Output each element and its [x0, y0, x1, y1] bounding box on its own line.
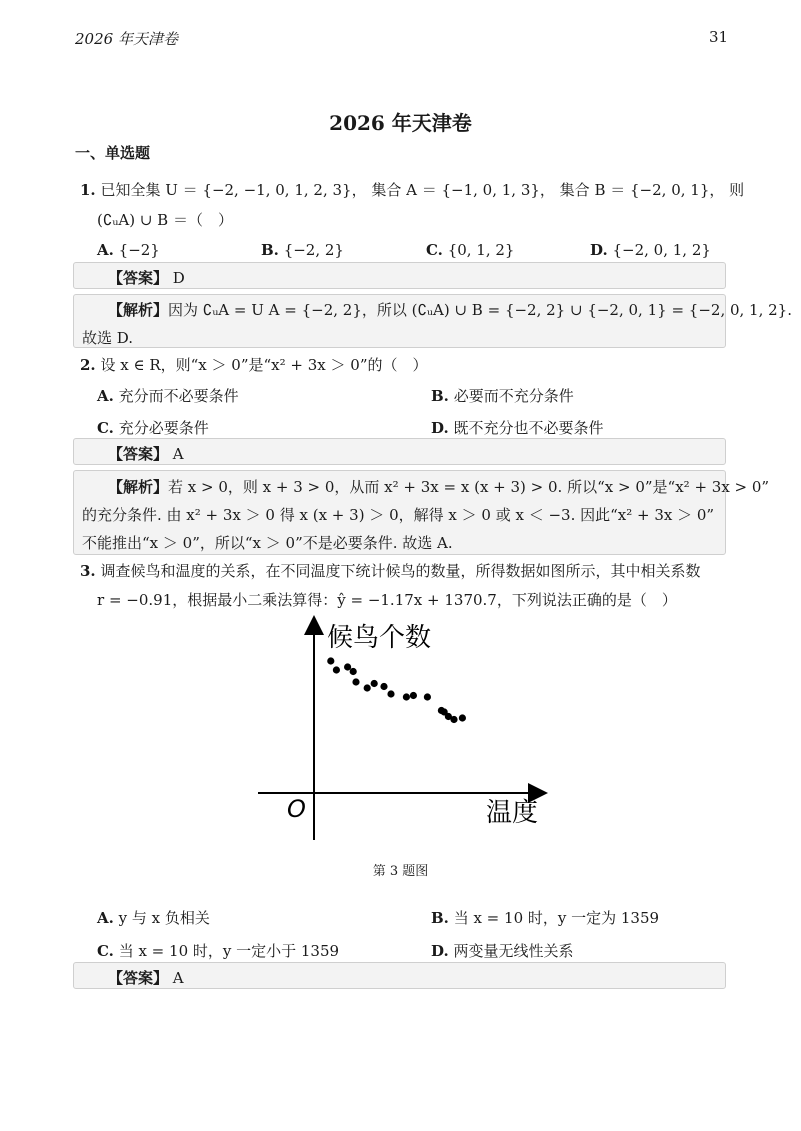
answer-label: 【答案】 — [108, 969, 169, 987]
option-text: 当 x = 10 时，y 一定小于 1359 — [118, 942, 340, 960]
y-axis-label: 候鸟个数 — [327, 623, 432, 653]
answer-value: A — [172, 445, 184, 463]
option-text: {0, 1, 2} — [447, 241, 515, 259]
option-label: B. — [431, 387, 449, 405]
scatter-point — [371, 680, 378, 687]
q2-stem-line1 — [80, 354, 428, 375]
q1-answer-box — [73, 262, 726, 289]
option-label: D. — [590, 241, 608, 259]
answer-label: 【答案】 — [108, 269, 169, 287]
option-text: 既不充分也不必要条件 — [453, 419, 604, 437]
origin-label: O — [287, 795, 306, 823]
analysis-text: 若 x > 0，则 x + 3 > 0，从而 x² + 3x = x (x + 3) > 0. 所以“x > 0”是“x² + 3x > 0” — [168, 478, 770, 496]
analysis-label: 【解析】 — [108, 478, 169, 496]
page-number: 31 — [709, 28, 729, 46]
q1-stem-line2: (∁ᵤA) ∪ B ＝（ ） — [97, 211, 233, 229]
q3-option-a — [97, 907, 210, 928]
answer-value: D — [172, 269, 185, 287]
option-text: {−2, 0, 1, 2} — [612, 241, 711, 259]
q1-text-line1: 已知全集 U ＝ {−2, −1, 0, 1, 2, 3}， 集合 A ＝ {−1, 0, 1, 3}， 集合 B ＝ {−2, 0, 1}， 则 — [100, 181, 745, 199]
scatter-points — [327, 657, 466, 723]
scatter-chart — [250, 615, 550, 845]
scatter-point — [424, 693, 431, 700]
q1-option-c — [426, 241, 514, 259]
analysis-label: 【解析】 — [108, 301, 169, 319]
option-label: A. — [97, 241, 114, 259]
scatter-point — [344, 663, 351, 670]
q3-option-b — [431, 907, 659, 928]
option-text: {−2, 2} — [283, 241, 344, 259]
q2-option-a — [97, 385, 239, 406]
option-text: 充分必要条件 — [118, 419, 209, 437]
q2-answer-box — [73, 438, 726, 465]
q3-option-d — [431, 940, 574, 961]
q3-option-c — [97, 940, 339, 961]
q1-option-b — [261, 241, 344, 259]
option-label: D. — [431, 419, 449, 437]
option-text: y 与 x 负相关 — [118, 909, 210, 927]
q3-answer — [108, 967, 184, 988]
scatter-point — [350, 668, 357, 675]
q1-analysis-line2: 故选 D. — [82, 329, 134, 347]
q2-analysis-line3: 不能推出“x ＞ 0”，所以“x ＞ 0”不是必要条件. 故选 A. — [82, 534, 453, 552]
q2-text-line1: 设 x ∈ R，则“x ＞ 0”是“x² + 3x ＞ 0”的（ ） — [100, 356, 428, 374]
q2-option-d — [431, 417, 604, 438]
q2-number: 2. — [80, 356, 96, 374]
q1-answer — [108, 267, 185, 288]
scatter-point — [410, 692, 417, 699]
analysis-text: 因为 ∁ᵤA = U A = {−2, 2}，所以 (∁ᵤA) ∪ B = {−2, 2} ∪ {−2, 0, 1} = {−2, 0, 1, 2}. — [168, 301, 792, 319]
q2-analysis-line2: 的充分条件. 由 x² + 3x ＞ 0 得 x (x + 3) ＞ 0，解得 x ＞ 0 或 x ＜ −3. 因此“x² + 3x ＞ 0” — [82, 506, 715, 524]
scatter-point — [352, 678, 359, 685]
scatter-point — [403, 693, 410, 700]
scatter-point — [450, 716, 457, 723]
option-label: D. — [431, 942, 449, 960]
option-text: {−2} — [118, 241, 160, 259]
q1-number: 1. — [80, 181, 96, 199]
option-text: 当 x = 10 时，y 一定为 1359 — [453, 909, 660, 927]
q2-option-c — [97, 417, 209, 438]
q1-stem-line1 — [80, 179, 744, 200]
q1-option-d — [590, 241, 711, 259]
scatter-point — [459, 714, 466, 721]
scatter-point — [327, 657, 334, 664]
option-text: 充分而不必要条件 — [118, 387, 239, 405]
scatter-point — [380, 683, 387, 690]
q3-text-line1: 调查候鸟和温度的关系，在不同温度下统计候鸟的数量，所得数据如图所示，其中相关系数 — [100, 562, 701, 580]
figure-caption: 第 3 题图 — [372, 864, 429, 879]
option-label: A. — [97, 909, 114, 927]
option-text: 两变量无线性关系 — [453, 942, 574, 960]
scatter-point — [333, 666, 340, 673]
option-label: B. — [261, 241, 279, 259]
page-title: 2026 年天津卷 — [329, 111, 472, 135]
x-axis-label: 温度 — [486, 798, 539, 828]
q3-stem-line2: r = −0.91，根据最小二乘法算得：ŷ = −1.17x + 1370.7，下列说法正确的是（ ） — [97, 591, 677, 609]
q2-analysis-box — [73, 470, 770, 555]
q3-stem-line1 — [80, 560, 700, 581]
section-heading: 一、单选题 — [75, 144, 151, 162]
q2-answer — [108, 443, 184, 464]
scatter-point — [364, 684, 371, 691]
option-label: B. — [431, 909, 449, 927]
answer-value: A — [172, 969, 184, 987]
option-label: A. — [97, 387, 114, 405]
q3-answer-box — [73, 962, 726, 989]
option-text: 必要而不充分条件 — [453, 387, 574, 405]
q3-number: 3. — [80, 562, 96, 580]
scatter-point — [387, 690, 394, 697]
running-header: 2026 年天津卷 — [75, 30, 178, 48]
q1-analysis-line1 — [108, 299, 792, 320]
q1-analysis-box — [73, 294, 792, 348]
q1-option-a — [97, 241, 160, 259]
option-label: C. — [97, 942, 114, 960]
option-label: C. — [426, 241, 443, 259]
q2-analysis-line1 — [108, 476, 769, 497]
option-label: C. — [97, 419, 114, 437]
q2-option-b — [431, 385, 574, 406]
answer-label: 【答案】 — [108, 445, 169, 463]
